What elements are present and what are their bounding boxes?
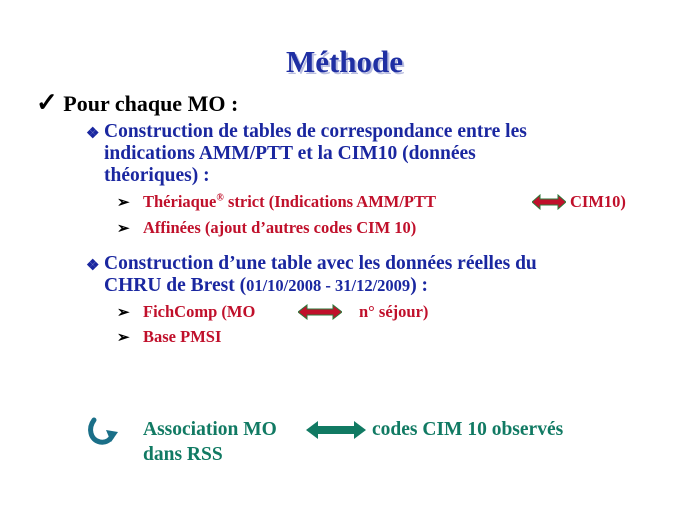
double-arrow-green-icon [306,420,366,440]
subitem-base-pmsi: Base PMSI [143,327,222,346]
diamond-bullet-icon: ❖ [86,126,100,142]
diamond-bullet-icon: ❖ [86,258,100,274]
bullet-1-line-2: indications AMM/PTT et la CIM10 (données [104,143,476,164]
bullet-1-line-3: théoriques) : [104,165,210,186]
double-arrow-red-icon [532,194,566,210]
association-target: codes CIM 10 observés [372,419,564,440]
arrowhead-bullet-icon: ➢ [117,305,130,321]
arrowhead-bullet-icon: ➢ [117,195,130,211]
slide-title: Méthode [285,44,404,79]
subitem-theriaque-name: Thériaque [143,192,217,211]
registered-mark: ® [216,192,224,204]
subitem-fichcomp: FichComp (MO [143,302,256,321]
subitem-theriaque-target: CIM10) [570,192,626,211]
heading-line [36,88,238,118]
checkmark-icon: ✓ [36,88,58,117]
bullet-2-line-2-post: ) : [410,275,429,296]
curved-arrow-icon [86,416,120,446]
bullet-2-line-2 [104,275,428,297]
subitem-fichcomp-target: n° séjour) [359,302,429,321]
bullet-1-line-1: Construction de tables de correspondance entre les [104,121,527,142]
arrowhead-bullet-icon: ➢ [117,221,130,237]
double-arrow-red-icon [298,304,342,320]
association-label: Association MO [143,419,277,440]
subitem-theriaque-text: strict (Indications AMM/PTT [223,192,437,211]
subitem-affinees: Affinées (ajout d’autres codes CIM 10) [143,218,417,237]
subitem-theriaque [143,192,436,212]
bullet-2-line-2-pre: CHRU de Brest ( [104,275,247,296]
bullet-2-line-1: Construction d’une table avec les données réelles du [104,253,537,274]
arrowhead-bullet-icon: ➢ [117,330,130,346]
date-range: 01/10/2008 - 31/12/2009 [246,276,411,295]
association-line-2: dans RSS [143,444,223,465]
section-heading: Pour chaque MO : [63,91,239,116]
